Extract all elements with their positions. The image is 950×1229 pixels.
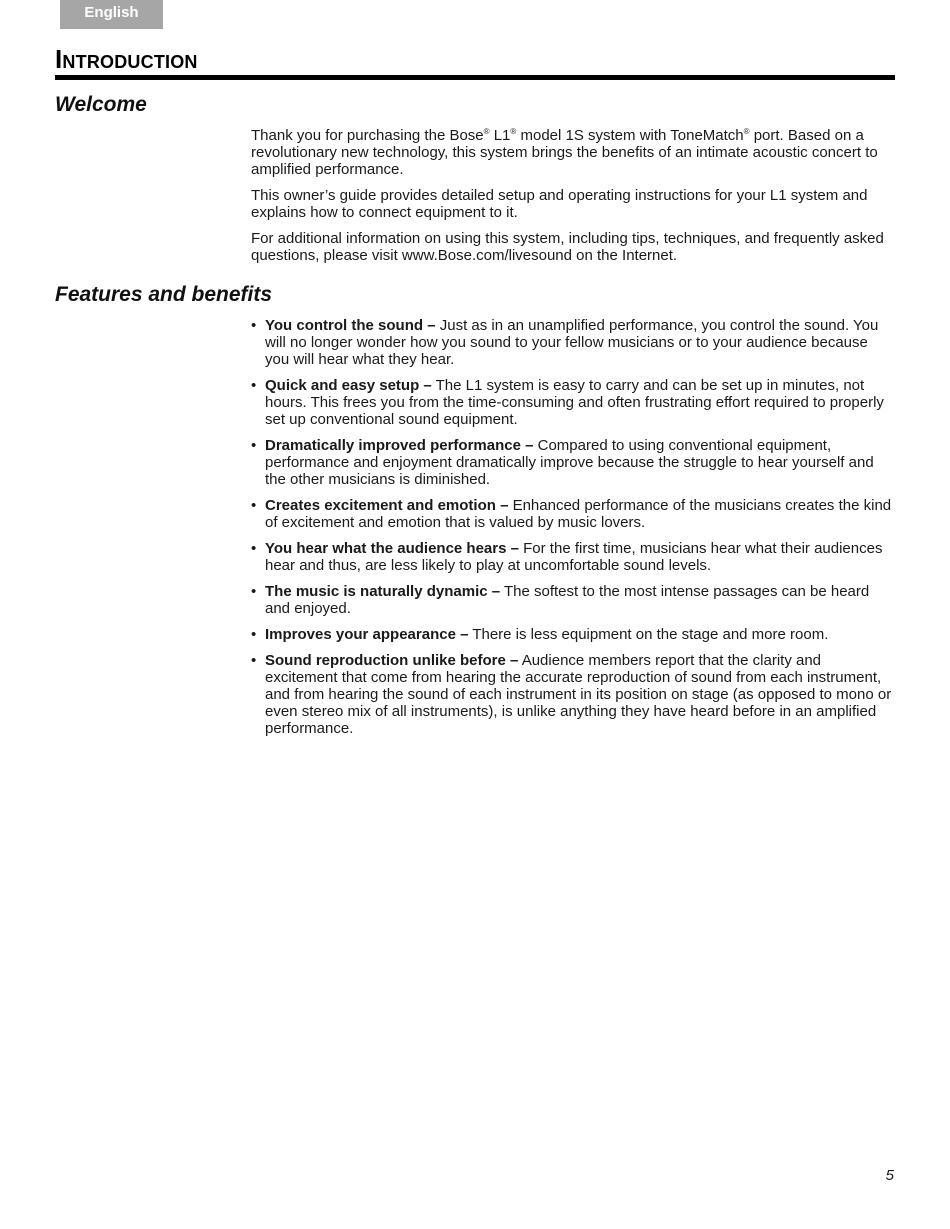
feature-item	[251, 540, 895, 574]
language-tab: English	[60, 0, 163, 29]
feature-text: For the first time, musicians hear what their audiences hear and thus, are less likely to play at uncomfortable sound levels.	[265, 540, 883, 574]
feature-item	[251, 652, 895, 737]
section-title: Introduction	[55, 44, 198, 74]
bullet: •	[251, 583, 257, 600]
feature-text: Enhanced performance of the musicians creates the kind of excitement and emotion that is valued by music lovers.	[265, 497, 892, 531]
bullet: •	[251, 317, 257, 334]
feature-text: Compared to using conventional equipment, performance and enjoyment dramatically improve because the struggle to hear yourself and the other musicians is diminished.	[265, 437, 874, 488]
bullet: •	[251, 626, 257, 643]
welcome-p1-text-a: Thank you for purchasing the Bose	[251, 127, 484, 144]
welcome-paragraph-2: This owner’s guide provides detailed setup and operating instructions for your L1 system and explains how to connect equipment to it.	[251, 187, 868, 221]
feature-term: Creates excitement and emotion –	[265, 497, 509, 514]
registered-mark: ®	[483, 127, 490, 136]
welcome-body	[251, 127, 895, 273]
registered-mark: ®	[510, 127, 517, 136]
feature-term: Quick and easy setup –	[265, 377, 432, 394]
feature-item	[251, 626, 895, 643]
bullet: •	[251, 540, 257, 557]
feature-term: Sound reproduction unlike before –	[265, 652, 519, 669]
welcome-paragraph-1	[251, 127, 895, 178]
feature-item	[251, 377, 895, 428]
bullet: •	[251, 652, 257, 669]
feature-text: The softest to the most intense passages can be heard and enjoyed.	[265, 583, 870, 617]
welcome-p1-text-b: L1	[489, 127, 511, 144]
welcome-paragraph-3: For additional information on using this system, including tips, techniques, and frequently asked questions, please visit www.Bose.com/livesound on the Internet.	[251, 230, 884, 264]
feature-term: You control the sound –	[265, 317, 436, 334]
feature-term: Improves your appearance –	[265, 626, 469, 643]
feature-item	[251, 583, 895, 617]
bullet: •	[251, 497, 257, 514]
bullet: •	[251, 377, 257, 394]
feature-item	[251, 317, 895, 368]
feature-text: The L1 system is easy to carry and can be set up in minutes, not hours. This frees you from the time-consuming and often frustrating effort required to properly set up conventional sound equipment.	[265, 377, 884, 428]
feature-term: Dramatically improved performance –	[265, 437, 534, 454]
welcome-p1-text-c: model 1S system with ToneMatch	[516, 127, 744, 144]
feature-term: You hear what the audience hears –	[265, 540, 519, 557]
page-number: 5	[885, 1167, 894, 1184]
feature-item	[251, 497, 895, 531]
feature-term: The music is naturally dynamic –	[265, 583, 501, 600]
registered-mark: ®	[743, 127, 750, 136]
title-rule	[55, 75, 895, 80]
feature-text: Audience members report that the clarity and excitement that come from hearing the accurate reproduction of sound from each instrument, and from hearing the sound of each instrument in its position on stage (as opposed to mono or even stereo mix of all instruments), is unlike anything they have heard before in an amplified performance.	[265, 652, 892, 737]
welcome-heading: Welcome	[55, 93, 147, 116]
welcome-p1-text-d: port. Based on a revolutionary new technology, this system brings the benefits of an intimate acoustic concert to amplified performance.	[251, 127, 878, 178]
feature-text: There is less equipment on the stage and more room.	[468, 626, 829, 643]
features-list	[251, 317, 895, 746]
bullet: •	[251, 437, 257, 454]
feature-item	[251, 437, 895, 488]
feature-text: Just as in an unamplified performance, you control the sound. You will no longer wonder how you sound to your fellow musicians or to your audience because you will hear what they hear.	[265, 317, 879, 368]
features-heading: Features and benefits	[55, 283, 273, 306]
